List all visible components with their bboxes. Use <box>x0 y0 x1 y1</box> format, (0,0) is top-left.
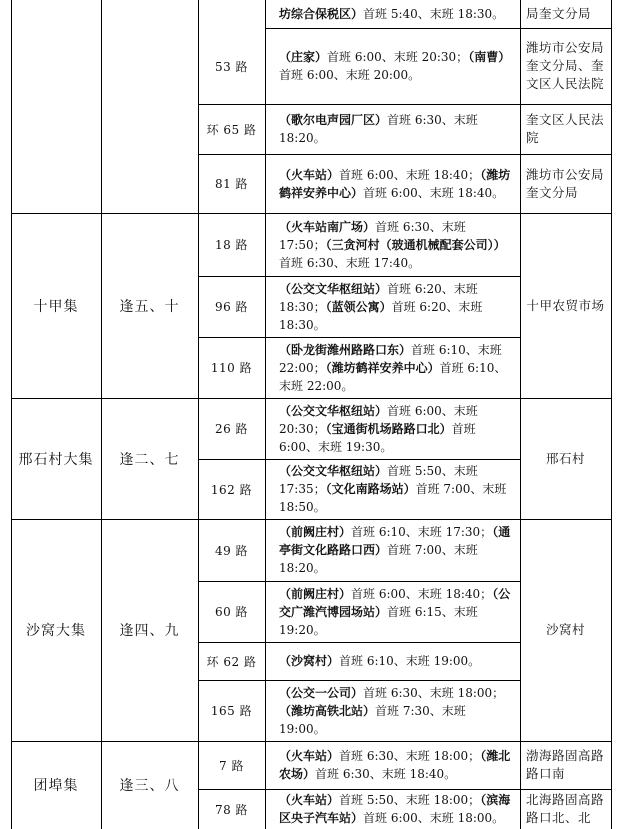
schedule-cell <box>265 642 520 680</box>
schedule-cell <box>265 154 520 213</box>
schedule-cell <box>265 581 520 642</box>
route-cell: 7 路 <box>219 758 244 773</box>
location-cell: 潍坊市公安局奎文分局 <box>526 166 605 200</box>
schedule-cell <box>265 337 520 398</box>
service-times: 首班 6:30、末班 17:50； <box>279 219 466 252</box>
service-times: 首班 5:50、末班 18:00； <box>339 793 481 807</box>
station-name: （公交一公司） <box>279 685 364 700</box>
service-times: 首班 6:10、末班 22:00。 <box>279 360 507 393</box>
market-name: 团埠集 <box>33 778 79 794</box>
schedule-cell <box>265 213 520 276</box>
station-name: （宝通街机场路路口北） <box>325 421 452 436</box>
schedule-cell <box>265 519 520 581</box>
station-name: （公交文华枢纽站） <box>279 403 388 418</box>
market-location: 十甲农贸市场 <box>526 297 605 313</box>
market-location: 邢石村 <box>545 450 585 466</box>
station-name: （沙窝村） <box>279 654 340 668</box>
schedule-cell <box>265 741 520 789</box>
station-name: 坊综合保税区） <box>279 7 364 21</box>
market-name: 邢石村大集 <box>18 451 94 468</box>
market-name: 沙窝大集 <box>26 623 86 639</box>
station-name: （潍北农场） <box>279 749 511 781</box>
location-cell: 局奎文分局 <box>526 6 592 21</box>
service-times: 首班 6:00、末班 20:30； <box>327 50 469 64</box>
route-cell: 环 65 路 <box>206 122 257 137</box>
location-cell: 北海路固高路路口北、北 <box>526 792 605 825</box>
service-times: 首班 7:30、末班 19:00。 <box>279 703 466 736</box>
route-cell: 96 路 <box>214 300 249 314</box>
service-times: 首班 6:30、末班 18:20。 <box>279 113 478 145</box>
service-times: 首班 6:10、末班 19:00。 <box>339 654 481 668</box>
station-name: （前阙庄村） <box>279 525 352 539</box>
service-times: 首班 6:00、末班 20:00。 <box>279 68 421 82</box>
station-name: （卧龙街潍州路路口东） <box>279 342 412 357</box>
market-days: 逢四、九 <box>119 623 180 639</box>
schedule-cell <box>265 680 520 741</box>
service-times: 首班 6:20、末班 18:30； <box>279 281 478 314</box>
market-days: 逢二、七 <box>119 451 180 468</box>
schedule-cell <box>265 28 520 104</box>
station-name: （南曹） <box>468 50 511 64</box>
service-times: 首班 6:30、末班 17:40。 <box>279 255 421 270</box>
station-name: （通亭街文化路路口西） <box>279 525 511 557</box>
station-name: （三贪河村（玻通机械配套公司）） <box>325 237 506 252</box>
service-times: 首班 7:00、末班 18:50。 <box>279 482 507 514</box>
service-times: 首班 6:15、末班 19:20。 <box>279 604 478 637</box>
schedule-cell <box>265 0 520 28</box>
schedule-cell <box>265 789 520 829</box>
grid-line <box>611 0 612 829</box>
schedule-cell <box>265 104 520 154</box>
service-times: 首班 5:50、末班 17:35； <box>279 464 478 496</box>
service-times: 首班 6:00、末班 18:00。 <box>363 811 505 825</box>
market-location: 沙窝村 <box>545 622 585 637</box>
location-cell: 潍坊市公安局奎文分局、奎文区人民法院 <box>526 40 605 91</box>
route-cell: 81 路 <box>214 177 249 191</box>
station-name: （火车站） <box>279 793 340 807</box>
route-cell: 165 路 <box>210 704 253 718</box>
station-name: （潍坊鹤祥安养中心） <box>325 360 440 375</box>
station-name: （火车站南广场） <box>279 219 376 234</box>
route-cell: 53 路 <box>214 59 249 74</box>
service-times: 首班 6:20、末班 18:30。 <box>279 299 483 332</box>
route-cell: 49 路 <box>214 543 249 558</box>
location-cell: 渤海路固高路路口南 <box>526 748 605 781</box>
service-times: 首班 6:30、末班 18:00； <box>339 749 481 763</box>
route-cell: 162 路 <box>210 482 253 497</box>
route-cell: 60 路 <box>214 605 249 619</box>
station-name: （公交文华枢纽站） <box>279 281 388 296</box>
service-times: 首班 6:00、末班 20:30； <box>279 403 478 436</box>
route-cell: 78 路 <box>214 802 249 817</box>
station-name: （文化南路场站） <box>325 482 416 496</box>
service-times: 首班 5:40、末班 18:30。 <box>363 7 505 21</box>
station-name: （公交文华枢纽站） <box>279 464 388 478</box>
market-days: 逢五、十 <box>119 298 180 315</box>
service-times: 首班 6:30、末班 18:00； <box>363 685 505 700</box>
service-times: 首班 6:30、末班 18:40。 <box>315 767 457 781</box>
service-times: 首班 6:10、末班 22:00； <box>279 342 502 375</box>
location-cell: 奎文区人民法院 <box>526 112 605 145</box>
schedule-cell <box>265 276 520 337</box>
station-name: （火车站） <box>279 749 340 763</box>
route-cell: 26 路 <box>214 422 249 436</box>
station-name: （公交广潍汽博园场站） <box>279 586 511 619</box>
service-times: 首班 6:00、末班 18:40； <box>351 586 493 601</box>
route-cell: 18 路 <box>214 238 249 252</box>
route-cell: 110 路 <box>210 361 253 375</box>
service-times: 首班 6:00、末班 18:40； <box>339 167 481 182</box>
route-cell: 环 62 路 <box>206 654 257 669</box>
service-times: 首班 6:00、末班 19:30。 <box>279 421 476 454</box>
service-times: 首班 6:10、末班 17:30； <box>351 525 493 539</box>
station-name: （滨海区央子汽车站） <box>279 793 511 825</box>
market-name: 十甲集 <box>33 298 79 315</box>
schedule-cell <box>265 459 520 519</box>
station-name: （歌尔电声园厂区） <box>279 113 388 127</box>
station-name: （蓝领公寓） <box>325 299 392 314</box>
station-name: （潍坊高铁北站） <box>279 703 376 718</box>
service-times: 首班 6:00、末班 18:40。 <box>363 185 505 200</box>
schedule-cell <box>265 398 520 459</box>
station-name: （火车站） <box>279 167 340 182</box>
service-times: 首班 7:00、末班 18:20。 <box>279 543 478 575</box>
station-name: （前阙庄村） <box>279 586 352 601</box>
station-name: （庄家） <box>279 50 328 64</box>
market-days: 逢三、八 <box>119 778 180 794</box>
station-name: （潍坊鹤祥安养中心） <box>279 167 511 200</box>
